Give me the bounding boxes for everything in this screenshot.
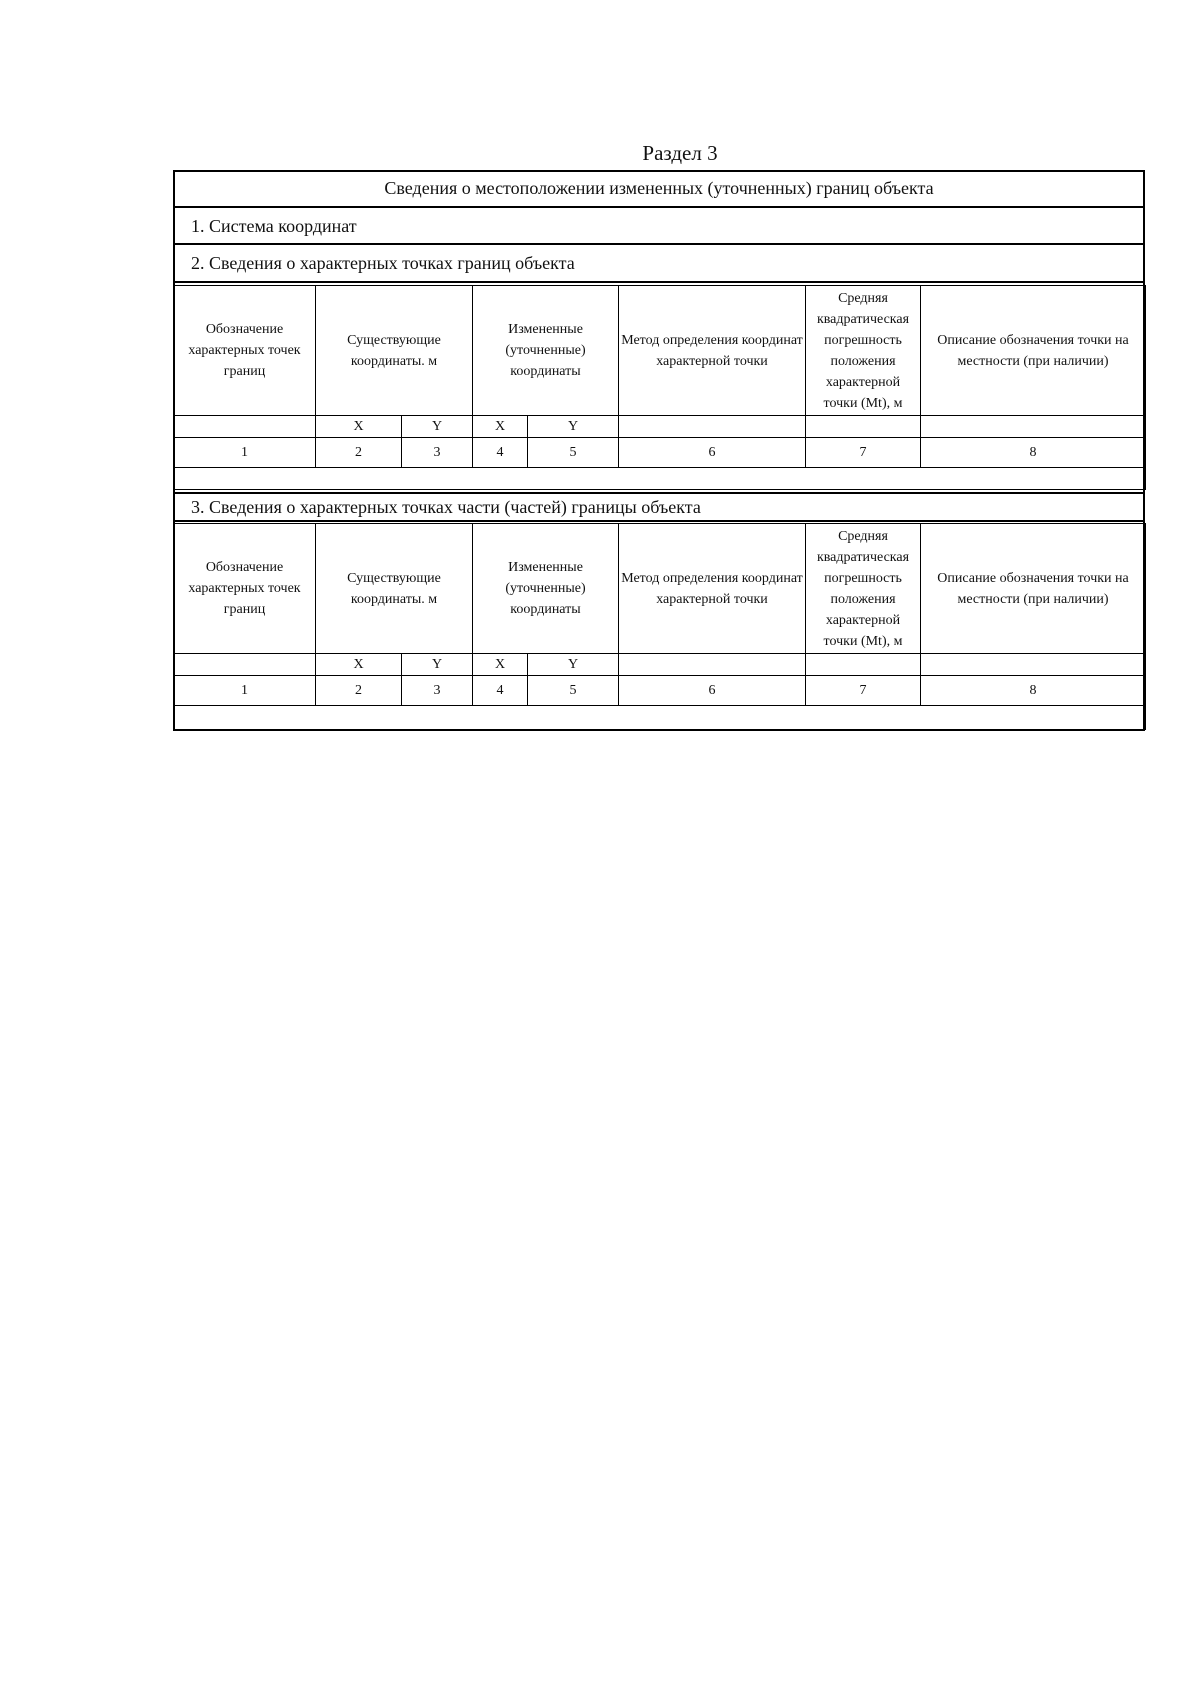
col-number-6: 6 bbox=[619, 676, 806, 706]
col-number-3: 3 bbox=[402, 676, 473, 706]
col-number-6: 6 bbox=[619, 438, 806, 468]
col-number-5: 5 bbox=[528, 438, 619, 468]
column-numbers-row bbox=[174, 438, 1146, 468]
col-changed-coordinates: Измененные (уточненные) координаты bbox=[473, 286, 619, 416]
col-number-7: 7 bbox=[806, 438, 921, 468]
empty-data-row bbox=[174, 706, 1146, 730]
coordinate-system-label: 1. Система координат bbox=[191, 215, 357, 236]
table-header-text: Сведения о местоположении измененных (уточненных) границ объекта bbox=[384, 178, 934, 198]
table-header-row bbox=[174, 286, 1146, 416]
col-number-8: 8 bbox=[921, 676, 1146, 706]
existing-y: Y bbox=[402, 654, 473, 676]
col-number-3: 3 bbox=[402, 438, 473, 468]
changed-y: Y bbox=[528, 416, 619, 438]
changed-x: X bbox=[473, 654, 528, 676]
col-changed-coordinates: Измененные (уточненные) координаты bbox=[473, 524, 619, 654]
empty-data-row bbox=[174, 468, 1146, 490]
col-number-2: 2 bbox=[316, 676, 402, 706]
col-existing-coordinates: Существующие координаты. м bbox=[316, 286, 473, 416]
col-number-5: 5 bbox=[528, 676, 619, 706]
existing-x: X bbox=[316, 416, 402, 438]
boundary-points-label: 2. Сведения о характерных точках границ объекта bbox=[191, 253, 575, 273]
col-number-4: 4 bbox=[473, 438, 528, 468]
part-boundary-points-label: 3. Сведения о характерных точках части (частей) границы объекта bbox=[191, 497, 701, 517]
part-boundary-points-heading bbox=[173, 492, 1145, 522]
col-number-1: 1 bbox=[174, 438, 316, 468]
col-point-designation: Обозначение характерных точек границ bbox=[174, 524, 316, 654]
existing-x: X bbox=[316, 654, 402, 676]
xy-row bbox=[174, 416, 1146, 438]
col-mean-error: Средняя квадратическая погрешность положения характерной точки (Mt), м bbox=[806, 524, 921, 654]
section-title: Раздел 3 bbox=[642, 141, 718, 165]
col-number-2: 2 bbox=[316, 438, 402, 468]
col-mean-error: Средняя квадратическая погрешность положения характерной точки (Mt), м bbox=[806, 286, 921, 416]
coordinate-system-row bbox=[173, 208, 1145, 245]
boundary-points-heading bbox=[173, 245, 1145, 283]
col-existing-coordinates: Существующие координаты. м bbox=[316, 524, 473, 654]
changed-y: Y bbox=[528, 654, 619, 676]
col-number-7: 7 bbox=[806, 676, 921, 706]
table-header bbox=[173, 170, 1145, 208]
col-point-designation: Обозначение характерных точек границ bbox=[174, 286, 316, 416]
col-description: Описание обозначения точки на местности (при наличии) bbox=[921, 286, 1146, 416]
xy-row bbox=[174, 654, 1146, 676]
col-number-1: 1 bbox=[174, 676, 316, 706]
table-header-row bbox=[174, 524, 1146, 654]
col-number-8: 8 bbox=[921, 438, 1146, 468]
col-description: Описание обозначения точки на местности (при наличии) bbox=[921, 524, 1146, 654]
existing-y: Y bbox=[402, 416, 473, 438]
col-method: Метод определения координат характерной точки bbox=[619, 286, 806, 416]
col-method: Метод определения координат характерной точки bbox=[619, 524, 806, 654]
column-numbers-row bbox=[174, 676, 1146, 706]
part-boundary-points-table bbox=[173, 523, 1146, 730]
col-number-4: 4 bbox=[473, 676, 528, 706]
changed-x: X bbox=[473, 416, 528, 438]
boundary-points-table bbox=[173, 285, 1146, 490]
